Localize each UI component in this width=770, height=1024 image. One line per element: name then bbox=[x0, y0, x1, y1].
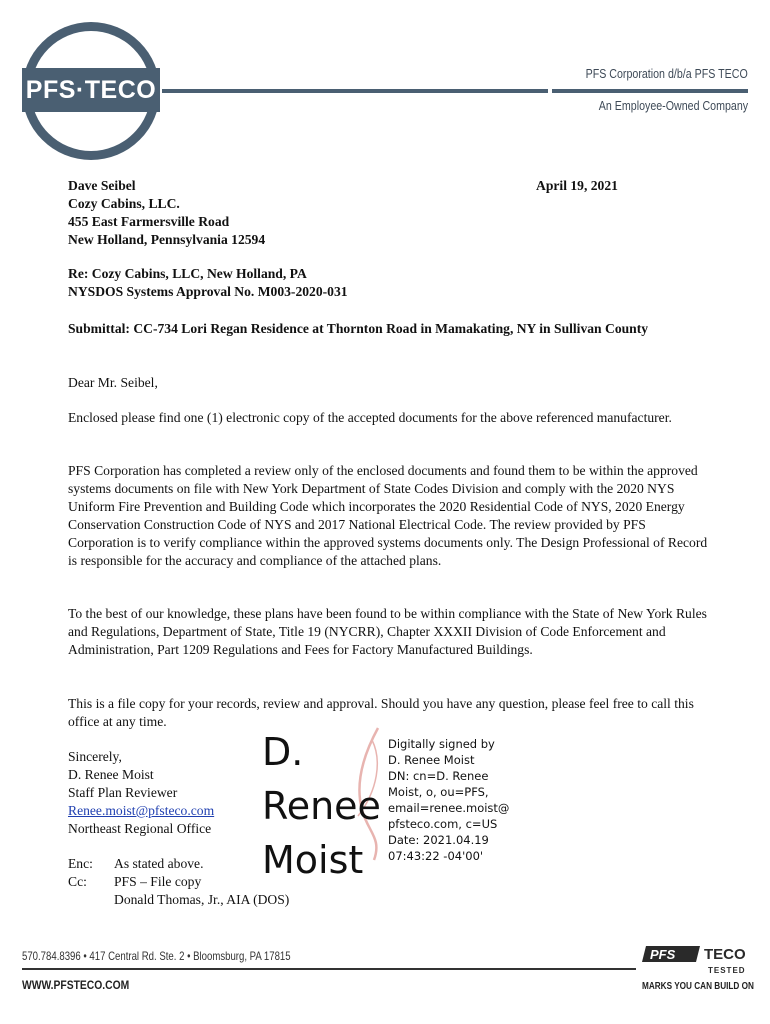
signer-office: Northeast Regional Office bbox=[68, 821, 212, 836]
recipient-address bbox=[68, 177, 265, 249]
enc-label: Enc: bbox=[68, 856, 93, 871]
footer-address: 570.784.8396 • 417 Central Rd. Ste. 2 • Bloomsburg, PA 17815 bbox=[22, 949, 291, 963]
valediction: Sincerely, bbox=[68, 749, 122, 764]
enc-value: As stated above. bbox=[114, 856, 204, 871]
recipient-name: Dave Seibel bbox=[68, 178, 136, 193]
signer-name: D. Renee Moist bbox=[68, 767, 154, 782]
enclosures-block bbox=[68, 855, 289, 909]
footer-logo bbox=[642, 942, 750, 978]
body-paragraph: To the best of our knowledge, these plans have been found to be within compliance with the State of New York Rules and Regulations, Department of State, Title 19 (NYCRR), Chapter XXXII Division of Code Enforcement and Administration, Part 1209 Regulations and Fees for Factory Manufactured Buildings. bbox=[68, 606, 707, 657]
signature-info-line: Moist, o, ou=PFS, bbox=[388, 785, 489, 799]
signature-name bbox=[262, 725, 381, 887]
approval-number: NYSDOS Systems Approval No. M003-2020-031 bbox=[68, 284, 348, 299]
recipient-company: Cozy Cabins, LLC. bbox=[68, 196, 180, 211]
signature-name-line: Renee bbox=[262, 784, 381, 828]
signature-info-line: D. Renee Moist bbox=[388, 753, 475, 767]
body-paragraph: Enclosed please find one (1) electronic copy of the accepted documents for the above referenced manufacturer. bbox=[68, 410, 672, 425]
salutation: Dear Mr. Seibel, bbox=[68, 375, 158, 390]
footer-website: WWW.PFSTECO.COM bbox=[22, 978, 130, 992]
signer-title: Staff Plan Reviewer bbox=[68, 785, 178, 800]
company-logo: PFS·TECO bbox=[25, 76, 157, 104]
header-tagline: An Employee-Owned Company bbox=[598, 98, 748, 113]
signature-info-line: email=renee.moist@ bbox=[388, 801, 510, 815]
signature-info-line: DN: cn=D. Renee bbox=[388, 769, 489, 783]
recipient-city: New Holland, Pennsylvania 12594 bbox=[68, 232, 266, 247]
cc-recipient: PFS – File copy bbox=[114, 874, 202, 889]
digital-signature-info bbox=[388, 736, 509, 864]
reference-block bbox=[68, 265, 348, 301]
signature-name-line: Moist bbox=[262, 838, 364, 882]
submittal-line: Submittal: CC-734 Lori Regan Residence at Thornton Road in Mamakating, NY in Sullivan County bbox=[68, 321, 649, 336]
header-divider-right bbox=[552, 89, 748, 93]
cc-recipient: Donald Thomas, Jr., AIA (DOS) bbox=[114, 892, 290, 907]
header-company-name: PFS Corporation d/b/a PFS TECO bbox=[585, 66, 748, 81]
header-divider bbox=[162, 89, 548, 93]
footer-logo-pfs: PFS bbox=[650, 947, 676, 962]
signature-info-line: pfsteco.com, c=US bbox=[388, 817, 498, 831]
footer-logo-tested: TESTED bbox=[708, 966, 746, 975]
reference-line: Re: Cozy Cabins, LLC, New Holland, PA bbox=[68, 266, 307, 281]
signature-info-line: Date: 2021.04.19 bbox=[388, 833, 489, 847]
cc-label: Cc: bbox=[68, 874, 87, 889]
footer-logo-teco: TECO bbox=[704, 946, 746, 963]
letter-date: April 19, 2021 bbox=[536, 178, 618, 193]
recipient-street: 455 East Farmersville Road bbox=[68, 214, 230, 229]
signer-email-link[interactable]: Renee.moist@pfsteco.com bbox=[68, 803, 215, 818]
signature-info-line: 07:43:22 -04'00' bbox=[388, 849, 484, 863]
signature-name-line: D. bbox=[262, 730, 304, 774]
closing-block bbox=[68, 748, 214, 838]
body-paragraph: PFS Corporation has completed a review only of the enclosed documents and found them to be within the approved systems documents on file with New York Department of State Codes Division and comply with the 2020 NYS Uniform Fire Prevention and Building Code which incorporates the 2020 Residential Code of NYS, 2020 Energy Conservation Construction Code of NYS and 2017 National Electrical Code. The review provided by PFS Corporation is to verify compliance within the approved systems documents only. The Design Professional of Record is responsible for the accuracy and compliance of the attached plans. bbox=[68, 463, 708, 568]
signature-info-line: Digitally signed by bbox=[388, 737, 495, 751]
body-paragraph: This is a file copy for your records, review and approval. Should you have any question, please feel free to call this office at any time. bbox=[68, 696, 694, 729]
footer-slogan: MARKS YOU CAN BUILD ON bbox=[642, 981, 754, 992]
footer-divider bbox=[22, 968, 636, 970]
